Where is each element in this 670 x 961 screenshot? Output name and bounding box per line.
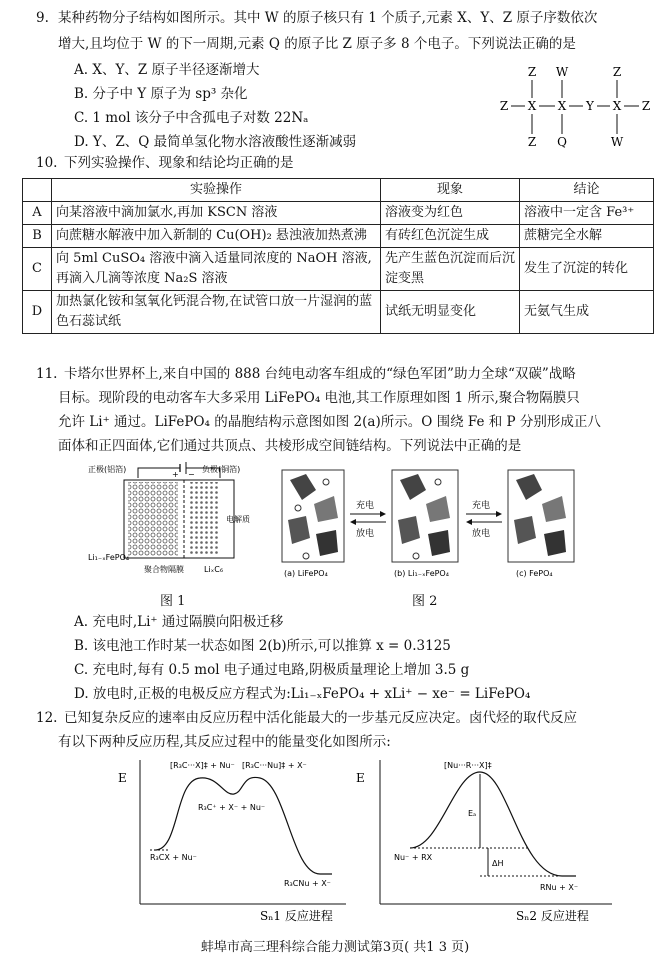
- q11-option-c: C. 充电时,每有 0.5 mol 电子通过电路,阴极质量理论上增加 3.5 g: [74, 662, 470, 678]
- table-row: [23, 202, 654, 225]
- figure1-caption: 图 1: [160, 594, 186, 609]
- q12-stem-line1: 已知复杂反应的速率由反应历程中活化能最大的一步基元反应决定。卤代烃的取代反应: [64, 710, 577, 726]
- sn1-intermediate-label: R₃C⁺ + X⁻ + Nu⁻: [198, 803, 266, 812]
- anode-material-label: LiₓC₆: [204, 565, 224, 574]
- row-phenomenon: 试纸无明显变化: [381, 291, 520, 334]
- atom-z-bottom: Z: [527, 135, 537, 149]
- crystal-cell-b: [392, 470, 458, 562]
- q10-number: 10.: [36, 155, 58, 171]
- sn1-ts1-label: [R₃C···X]‡ + Nu⁻: [170, 761, 235, 770]
- q9-number: 9.: [36, 10, 49, 26]
- cell-b-label: (b) Li₁₋ₓFePO₄: [394, 569, 449, 578]
- atom-x-3: X: [612, 99, 622, 113]
- row-label: D: [23, 291, 52, 334]
- q12-number: 12.: [36, 710, 58, 726]
- crystal-cell-a: [282, 470, 344, 562]
- sn2-product-label: RNu + X⁻: [540, 883, 579, 892]
- row-conclusion: 溶液中一定含 Fe³⁺: [520, 202, 654, 225]
- row-operation: 向某溶液中滴加氯水,再加 KSCN 溶液: [52, 202, 381, 225]
- q12-stem-line2: 有以下两种反应历程,其反应过程中的能量变化如图所示:: [58, 734, 391, 750]
- q9-option-a: A. X、Y、Z 原子半径逐渐增大: [74, 62, 260, 78]
- row-conclusion: 无氨气生成: [520, 291, 654, 334]
- discharge-label-2: 放电: [472, 529, 491, 539]
- row-operation: 向 5ml CuSO₄ 溶液中滴入适量同浓度的 NaOH 溶液,再滴入几滴等浓度 Na₂S 溶液: [52, 248, 381, 291]
- positive-electrode-label: 正极(铝箔): [88, 465, 127, 474]
- row-label: A: [23, 202, 52, 225]
- cell-c-label: (c) FePO₄: [516, 569, 553, 578]
- q11-option-d: D. 放电时,正极的电极反应方程式为:Li₁₋ₓFePO₄ + xLi⁺ − xe⁻ = LiFePO₄: [74, 686, 531, 702]
- atom-z-top2: Z: [612, 65, 622, 79]
- q9-option-d: D. Y、Z、Q 最简单氢化物水溶液酸性逐渐减弱: [74, 134, 357, 150]
- cell-a-label: (a) LiFePO₄: [284, 569, 328, 578]
- row-phenomenon: 有砖红色沉淀生成: [381, 225, 520, 248]
- crystal-cell-c: [508, 470, 574, 562]
- sn1-product-label: R₃CNu + X⁻: [284, 879, 331, 888]
- q11-stem-line4: 面体和正四面体,它们通过共顶点、共棱形成空间链结构。下列说法中正确的是: [58, 438, 522, 454]
- table-header-conclusion: 结论: [520, 179, 654, 202]
- atom-z-top1: Z: [527, 65, 537, 79]
- q9-option-c: C. 1 mol 该分子中含孤电子对数 22Nₐ: [74, 110, 309, 126]
- atom-x-2: X: [557, 99, 567, 113]
- table-row: [23, 291, 654, 334]
- sn2-y-axis-label: E: [356, 771, 365, 785]
- atom-z-right: Z: [641, 99, 651, 113]
- table-header-operation: 实验操作: [52, 179, 381, 202]
- row-conclusion: 蔗糖完全水解: [520, 225, 654, 248]
- q11-battery-diagram: [84, 460, 274, 590]
- q11-number: 11.: [36, 366, 58, 382]
- q11-stem-line2: 目标。现阶段的电动客车大多采用 LiFePO₄ 电池,其工作原理如图 1 所示,聚合物隔膜只: [58, 390, 580, 406]
- q10-stem: 下列实验操作、现象和结论均正确的是: [64, 155, 294, 171]
- atom-w-bottom: W: [610, 135, 624, 149]
- q11-stem-line1: 卡塔尔世界杯上,来自中国的 888 台纯电动客车组成的“绿色军团”助力全球“双碳”战略: [64, 366, 576, 382]
- sn2-reactant-label: Nu⁻ + RX: [394, 853, 433, 862]
- sn1-ts2-label: [R₃C···Nu]‡ + X⁻: [242, 761, 307, 770]
- table-header-blank: [23, 179, 52, 202]
- atom-z-left: Z: [499, 99, 509, 113]
- row-label: C: [23, 248, 52, 291]
- atom-q-bottom: Q: [557, 135, 567, 149]
- q11-option-b: B. 该电池工作时某一状态如图 2(b)所示,可以推算 x = 0.3125: [74, 638, 451, 654]
- sn2-energy-diagram: [350, 756, 620, 926]
- charge-label-1: 充电: [356, 501, 375, 511]
- cathode-material-label: Li₁₋ₓFePO₄: [88, 553, 130, 562]
- svg-text:−: −: [188, 470, 195, 479]
- q11-option-a: A. 充电时,Li⁺ 通过隔膜向阳极迁移: [74, 614, 284, 630]
- sn1-x-axis-label: Sₙ1 反应进程: [260, 909, 333, 923]
- q9-stem-line2: 增大,且均位于 W 的下一周期,元素 Q 的原子比 Z 原子多 8 个电子。下列说法正确的是: [58, 36, 576, 52]
- q9-option-b: B. 分子中 Y 原子为 sp³ 杂化: [74, 86, 248, 102]
- atom-w-top: W: [555, 65, 569, 79]
- sn1-energy-diagram: [110, 756, 350, 926]
- sn1-reactant-label: R₃CX + Nu⁻: [150, 853, 197, 862]
- table-row: [23, 225, 654, 248]
- q9-stem-line1: 某种药物分子结构如图所示。其中 W 的原子核只有 1 个质子,元素 X、Y、Z 原子序数依次: [58, 10, 598, 26]
- page-footer: 蚌埠市高三理科综合能力测试第3页( 共1 3 页): [200, 940, 470, 955]
- separator-label: 聚合物隔膜: [144, 565, 184, 574]
- table-header-phenomenon: 现象: [381, 179, 520, 202]
- sn2-ts-label: [Nu···R···X]‡: [444, 761, 492, 770]
- row-operation: 向蔗糖水解液中加入新制的 Cu(OH)₂ 悬浊液加热煮沸: [52, 225, 381, 248]
- row-conclusion: 发生了沉淀的转化: [520, 248, 654, 291]
- q9-molecule-structure: [492, 62, 664, 154]
- q11-stem-line3: 允许 Li⁺ 通过。LiFePO₄ 的晶胞结构示意图如图 2(a)所示。O 围绕 Fe 和 P 分别形成正八: [58, 414, 601, 430]
- electrolyte-label: 电解质: [226, 515, 250, 524]
- sn2-dh-label: ΔH: [492, 859, 504, 868]
- atom-y: Y: [586, 99, 594, 113]
- sn1-y-axis-label: E: [118, 771, 127, 785]
- sn2-ea-label: Eₐ: [468, 809, 477, 818]
- row-phenomenon: 先产生蓝色沉淀而后沉淀变黑: [381, 248, 520, 291]
- q10-experiment-table: [22, 178, 654, 334]
- figure2-caption: 图 2: [412, 594, 438, 609]
- q11-crystal-structure-diagram: [276, 460, 606, 590]
- sn2-x-axis-label: Sₙ2 反应进程: [516, 909, 589, 923]
- row-label: B: [23, 225, 52, 248]
- charge-label-2: 充电: [472, 501, 491, 511]
- table-row: [23, 248, 654, 291]
- atom-x-1: X: [527, 99, 537, 113]
- negative-electrode-label: 负极(铜箔): [202, 465, 241, 474]
- row-phenomenon: 溶液变为红色: [381, 202, 520, 225]
- table-header-row: [23, 179, 654, 202]
- svg-text:+: +: [172, 470, 179, 479]
- discharge-label-1: 放电: [356, 529, 375, 539]
- row-operation: 加热氯化铵和氢氧化钙混合物,在试管口放一片湿润的蓝色石蕊试纸: [52, 291, 381, 334]
